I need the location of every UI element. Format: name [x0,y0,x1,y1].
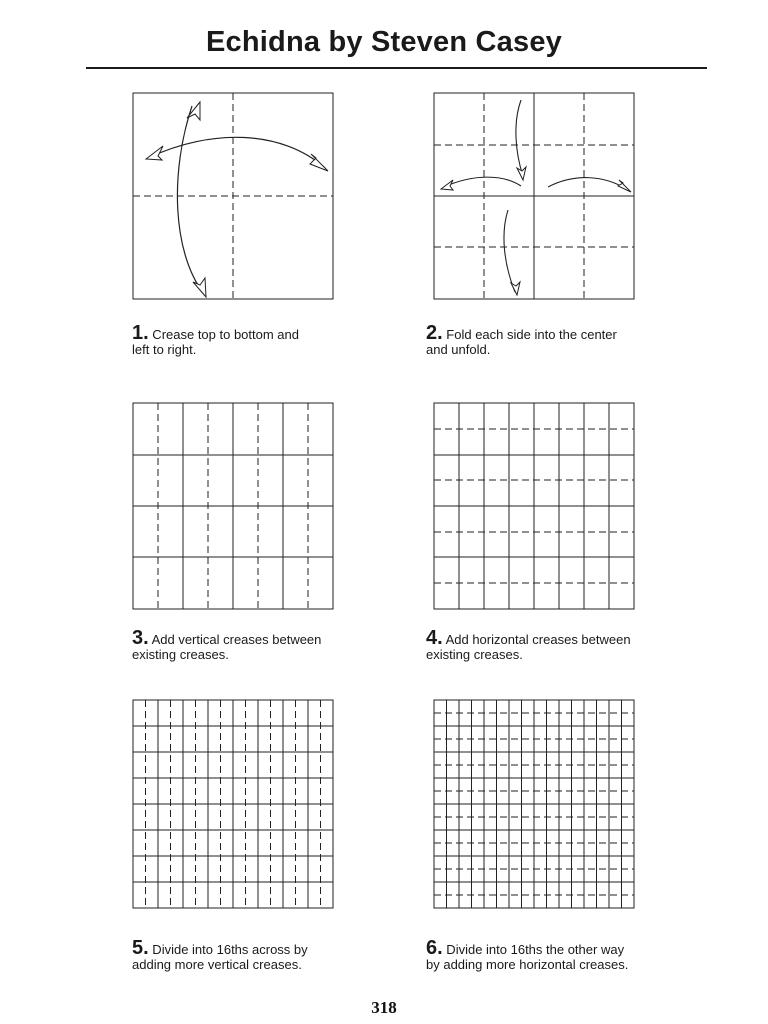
step-text-line2: existing creases. [426,647,523,662]
step-text-line2: existing creases. [132,647,229,662]
step-3-caption [132,627,372,662]
diagram-step-1 [132,92,335,301]
diagram-step-6 [433,699,636,910]
step-text: Add vertical creases between [148,632,322,647]
page-number: 318 [371,998,397,1017]
title-rule [86,67,707,69]
step-6-caption [426,937,666,972]
step-text-line2: by adding more horizontal creases. [426,957,629,972]
step-1-caption [132,322,372,357]
diagram-step-4 [433,402,636,611]
step-number: 3. [132,627,149,649]
step-text: Divide into 16ths across by [148,942,308,957]
step-number: 2. [426,322,443,344]
step-text-line2: adding more vertical creases. [132,957,302,972]
step-5-caption [132,937,372,972]
step-number: 4. [426,627,443,649]
step-text: Divide into 16ths the other way [442,942,625,957]
step-number: 5. [132,937,149,959]
diagram-step-3 [132,402,335,611]
step-text-line2: left to right. [132,342,197,357]
diagram-step-2 [433,92,636,301]
step-text: Add horizontal creases between [442,632,631,647]
step-text: Crease top to bottom and [148,327,299,342]
step-4-caption [426,627,666,662]
step-text: Fold each side into the center [442,327,617,342]
step-text-line2: and unfold. [426,342,491,357]
diagram-step-5 [132,699,335,910]
step-number: 6. [426,937,443,959]
step-number: 1. [132,322,149,344]
page-title: Echidna by Steven Casey [206,26,562,58]
step-2-caption [426,322,666,357]
